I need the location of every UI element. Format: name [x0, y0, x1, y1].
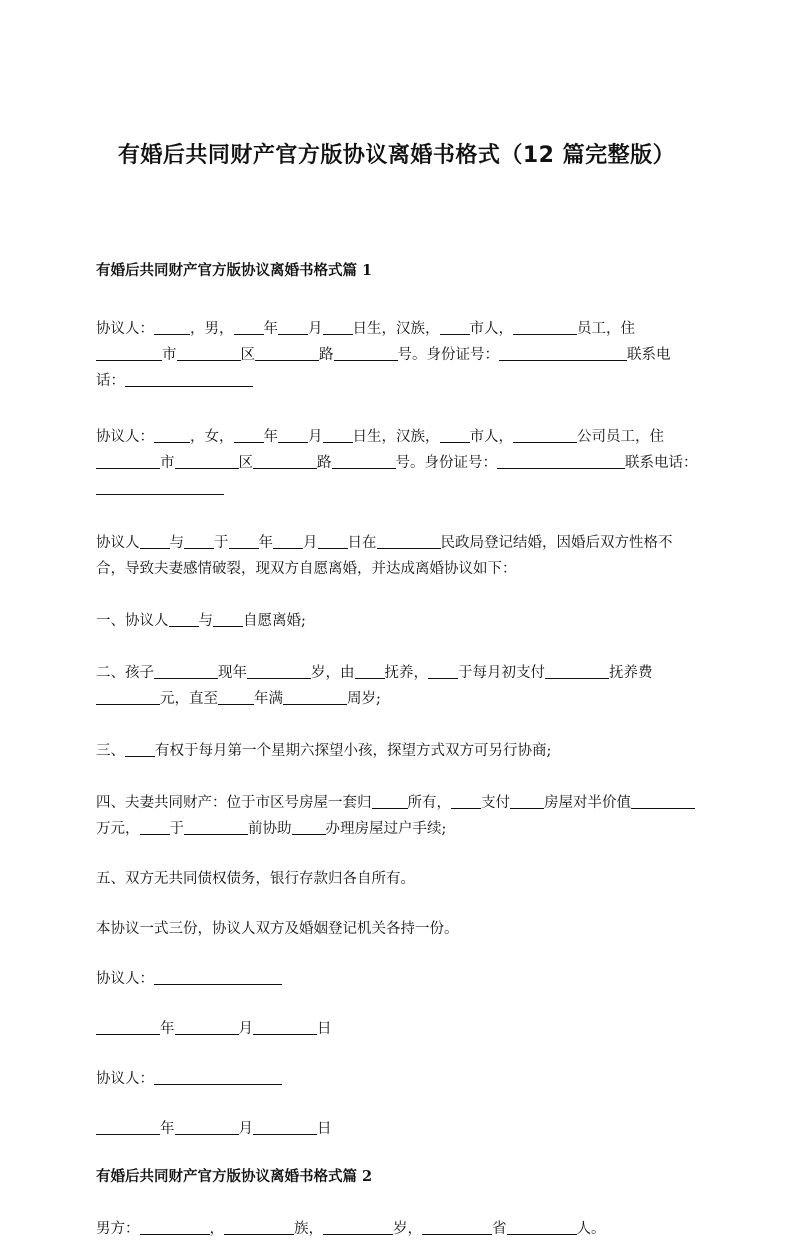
- blank-field: [253, 452, 317, 469]
- blank-field: [332, 452, 396, 469]
- blank-field: [283, 688, 347, 705]
- blank-field: [510, 792, 544, 809]
- blank-field: [355, 662, 385, 679]
- signature-blank: [154, 1068, 282, 1085]
- party-male-paragraph: 男方： ， 族， 岁， 省 人。: [96, 1216, 698, 1242]
- blank-field: [234, 318, 264, 335]
- blank-field: [224, 1218, 294, 1235]
- blank-field: [451, 792, 481, 809]
- section-heading: 有婚后共同财产官方版协议离婚书格式篇 1: [96, 262, 373, 279]
- blank-field: [154, 318, 190, 335]
- blank-field: [255, 344, 319, 361]
- blank-field: [234, 426, 264, 443]
- blank-field: [96, 344, 162, 361]
- copies-statement: 本协议一式三份，协议人双方及婚姻登记机关各持一份。: [96, 921, 459, 937]
- clause-4: 四、夫妻共同财产：位于市区号房屋一套归 所有， 支付 房屋对半价值万元， 于 前协助 办理房屋过户手续;: [96, 790, 698, 842]
- blank-field: [253, 1118, 317, 1135]
- blank-field: [125, 370, 253, 387]
- section-heading: 有婚后共同财产官方版协议离婚书格式篇 2: [96, 1168, 373, 1185]
- signature-line: 协议人：: [96, 1066, 698, 1092]
- blank-field: [154, 662, 218, 679]
- blank-field: [154, 426, 190, 443]
- blank-field: [177, 344, 241, 361]
- blank-field: [422, 1218, 492, 1235]
- blank-field: [96, 478, 224, 495]
- blank-field: [140, 818, 170, 835]
- blank-field: [292, 818, 326, 835]
- blank-field: [440, 426, 470, 443]
- blank-field: [497, 452, 625, 469]
- clause-3: 三、 有权于每月第一个星期六探望小孩，探望方式双方可另行协商;: [96, 738, 698, 764]
- blank-field: [507, 1218, 577, 1235]
- blank-field: [377, 532, 441, 549]
- clause-5: 五、双方无共同债权债务，银行存款归各自所有。: [96, 871, 415, 887]
- blank-field: [278, 318, 308, 335]
- blank-field: [323, 1218, 393, 1235]
- blank-field: [96, 1118, 160, 1135]
- blank-field: [323, 318, 353, 335]
- blank-field: [175, 1118, 239, 1135]
- blank-field: [440, 318, 470, 335]
- blank-field: [184, 532, 214, 549]
- blank-field: [125, 740, 155, 757]
- blank-field: [318, 532, 348, 549]
- blank-field: [229, 532, 259, 549]
- document-title: 有婚后共同财产官方版协议离婚书格式（12 篇完整版）: [117, 143, 676, 168]
- signature-line: 协议人：: [96, 966, 698, 992]
- document-body: [96, 258, 698, 1242]
- blank-field: [278, 426, 308, 443]
- clause-2: 二、孩子 现年 岁，由 抚养， 于每月初支付 抚养费元，直至 年满 周岁;: [96, 660, 698, 712]
- blank-field: [513, 426, 577, 443]
- party-female-paragraph: 协议人： ，女， 年 月 日生，汉族， 市人， 公司员工，住市 区 路 号。身份证号： 联系电话：: [96, 424, 698, 502]
- date-line: 年 月 日: [96, 1116, 698, 1142]
- signature-blank: [154, 968, 282, 985]
- blank-field: [213, 610, 243, 627]
- date-line: 年 月 日: [96, 1016, 698, 1042]
- blank-field: [175, 452, 239, 469]
- blank-field: [169, 610, 199, 627]
- blank-field: [323, 426, 353, 443]
- party-male-paragraph: 协议人： ，男， 年 月 日生，汉族， 市人， 员工，住市 区 路 号。身份证号： 联系电话：: [96, 316, 698, 394]
- blank-field: [631, 792, 695, 809]
- clause-1: 一、协议人 与 自愿离婚;: [96, 608, 698, 634]
- blank-field: [184, 818, 248, 835]
- blank-field: [372, 792, 408, 809]
- blank-field: [96, 688, 160, 705]
- blank-field: [499, 344, 627, 361]
- blank-field: [140, 532, 170, 549]
- blank-field: [96, 1018, 160, 1035]
- blank-field: [247, 662, 311, 679]
- blank-field: [513, 318, 577, 335]
- blank-field: [96, 452, 160, 469]
- blank-field: [218, 688, 254, 705]
- blank-field: [428, 662, 458, 679]
- blank-field: [334, 344, 398, 361]
- blank-field: [545, 662, 609, 679]
- blank-field: [140, 1218, 210, 1235]
- blank-field: [253, 1018, 317, 1035]
- marriage-paragraph: 协议人 与 于 年 月 日在 民政局登记结婚，因婚后双方性格不合，导致夫妻感情破裂，现双方自愿离婚，并达成离婚协议如下：: [96, 530, 698, 582]
- blank-field: [273, 532, 303, 549]
- blank-field: [175, 1018, 239, 1035]
